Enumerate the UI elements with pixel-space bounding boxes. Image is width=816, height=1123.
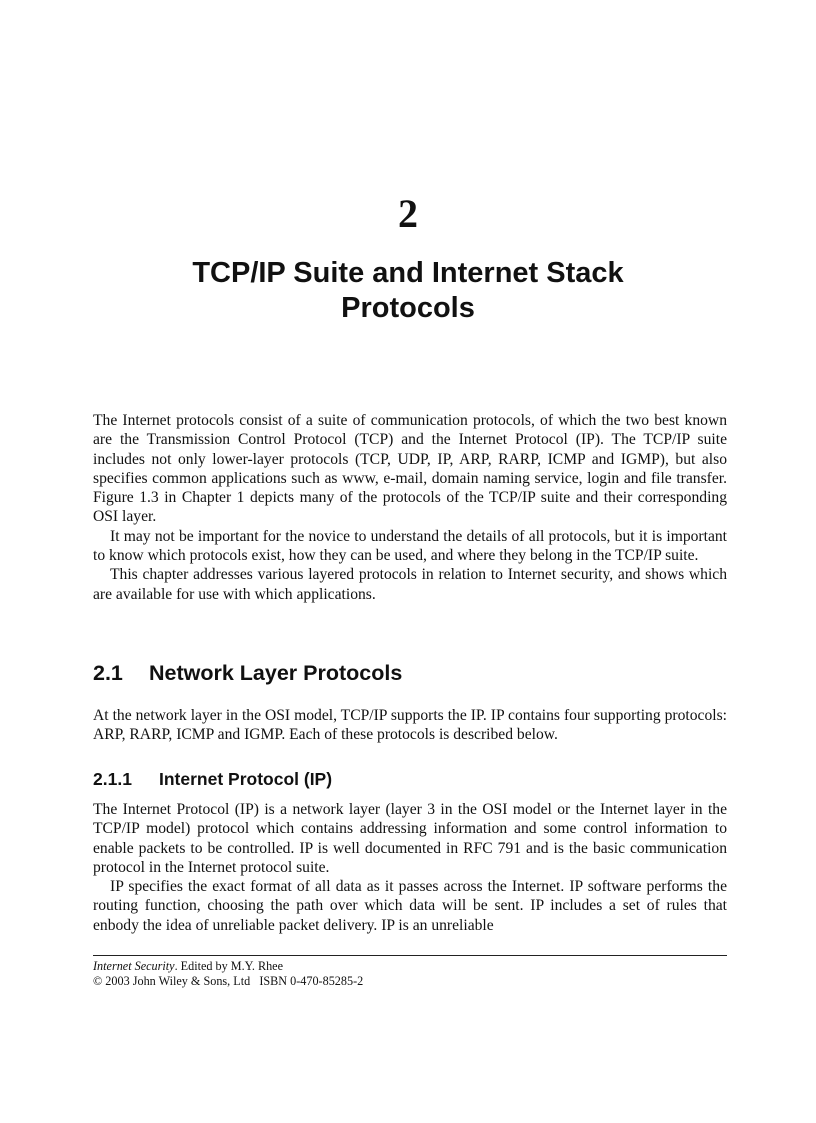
chapter-title bbox=[100, 256, 716, 326]
section-2-1-1-paragraph-2: IP specifies the exact format of all data as it passes across the Internet. IP software performs the routing function, choosing the path over which data will be sent. IP includes a set of rules that enbody the idea of unreliable packet delivery. IP is an unreliable bbox=[93, 878, 727, 934]
section-2-1-1-heading bbox=[93, 768, 332, 790]
section-2-1-paragraph: At the network layer in the OSI model, TCP/IP supports the IP. IP contains four supporting protocols: ARP, RARP, ICMP and IGMP. Each of these protocols is described below. bbox=[93, 707, 727, 744]
section-2-1-number: 2.1 bbox=[93, 661, 123, 685]
section-2-1-text bbox=[93, 706, 727, 745]
intro-text bbox=[93, 411, 727, 604]
intro-paragraph-1: The Internet protocols consist of a suite of communication protocols, of which the two best known are the Transmission Control Protocol (TCP) and the Internet Protocol (IP). The TCP/IP suite includes not only lower-layer protocols (TCP, UDP, IP, ARP, RARP, ICMP and IGMP), but also specifies common applications such as www, e-mail, domain naming service, login and file transfer. Figure 1.3 in Chapter 1 depicts many of the protocols of the TCP/IP suite and their corresponding OSI layer. bbox=[93, 412, 727, 526]
chapter-number: 2 bbox=[398, 191, 418, 236]
section-2-1-heading bbox=[93, 660, 402, 686]
footer-divider bbox=[93, 955, 727, 956]
section-2-1-title: Network Layer Protocols bbox=[149, 661, 403, 685]
footer bbox=[93, 959, 727, 989]
footer-line-2 bbox=[93, 974, 727, 989]
footer-book-title: Internet Security bbox=[93, 959, 175, 973]
chapter-title-line-1: TCP/IP Suite and Internet Stack bbox=[192, 257, 624, 289]
section-2-1-1-paragraph-1: The Internet Protocol (IP) is a network layer (layer 3 in the OSI model or the Internet layer in the TCP/IP model) protocol which contains addressing information and some control information to enable packets to be controlled. IP is well documented in RFC 791 and is the basic communication protocol in the Internet protocol suite. bbox=[93, 801, 727, 876]
section-2-1-1-title: Internet Protocol (IP) bbox=[159, 769, 333, 789]
section-2-1-1-text bbox=[93, 800, 727, 935]
intro-paragraph-2: It may not be important for the novice to understand the details of all protocols, but it is important to know which protocols exist, how they can be used, and where they belong in the TCP/IP suite. bbox=[93, 527, 727, 565]
footer-isbn: ISBN 0-470-85285-2 bbox=[259, 974, 364, 988]
section-2-1-1-number: 2.1.1 bbox=[93, 769, 132, 789]
chapter-title-line-2: Protocols bbox=[341, 292, 475, 324]
footer-line-1 bbox=[93, 959, 727, 974]
footer-editor: . Edited by M.Y. Rhee bbox=[174, 959, 283, 973]
footer-copyright: © 2003 John Wiley & Sons, Ltd bbox=[93, 974, 251, 988]
intro-paragraph-3: This chapter addresses various layered protocols in relation to Internet security, and shows which are available for use with which applications. bbox=[93, 566, 727, 603]
